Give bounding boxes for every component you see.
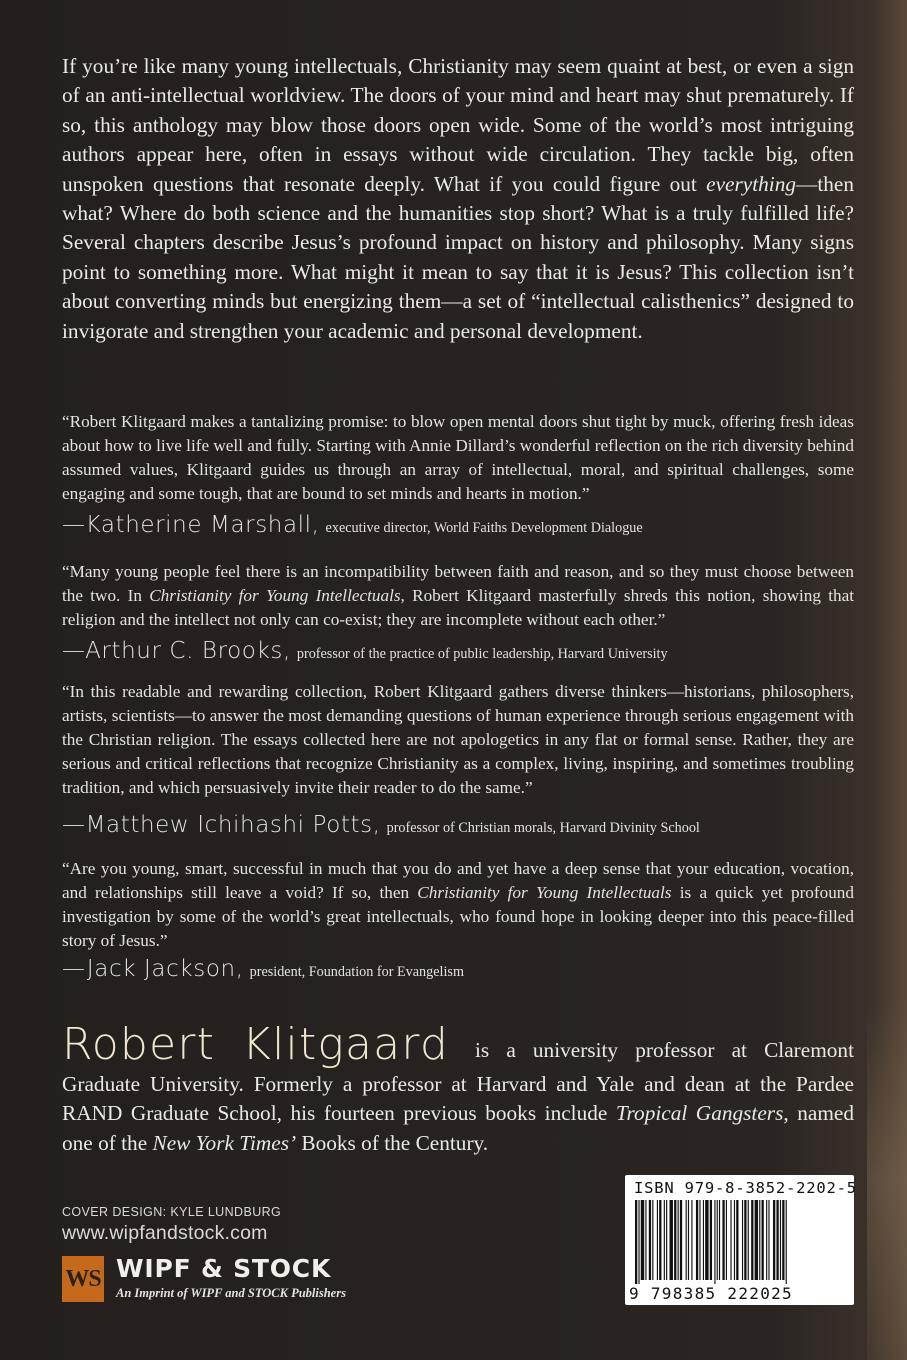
barcode-bar	[686, 1200, 687, 1280]
barcode-bar	[742, 1200, 743, 1280]
isbn-barcode	[625, 1175, 857, 1305]
barcode-bar	[710, 1200, 712, 1280]
barcode-bar	[751, 1200, 753, 1280]
barcode-bar	[678, 1200, 679, 1280]
barcode-bar	[714, 1200, 715, 1284]
author-name: Robert Klitgaard	[62, 1019, 449, 1070]
barcode-bar	[705, 1200, 708, 1280]
barcode-bar	[666, 1200, 667, 1280]
barcode-bar	[730, 1200, 731, 1280]
barcode-bar	[776, 1200, 778, 1280]
endorsement-attribution-2	[62, 638, 862, 664]
endorsement-attribution-3	[62, 812, 862, 838]
blurb-emphasis: everything	[706, 171, 797, 196]
barcode-bar	[736, 1200, 738, 1280]
barcode-bar	[652, 1200, 653, 1280]
publisher-tagline: An Imprint of WIPF and STOCK Publishers	[116, 1286, 346, 1300]
barcode-bar	[645, 1200, 646, 1280]
barcode-bar	[703, 1200, 704, 1280]
barcode-bar	[688, 1200, 689, 1280]
barcode-icon	[633, 1200, 847, 1284]
endorser-role: president, Foundation for Evangelism	[249, 964, 464, 980]
publisher-website: www.wipfandstock.com	[62, 1222, 268, 1244]
cover-design-credit: COVER DESIGN: KYLE LUNDBURG	[62, 1205, 282, 1219]
barcode-bar	[670, 1200, 673, 1280]
barcode-bar	[762, 1200, 764, 1280]
blurb-text-part2: —then what? Where do both science and the humanities stop short? What is a truly fulfilled life? Several chapters describe Jesus’s profound impact on history and philosophy. Many signs point to something more. What might it mean to say that it is Jesus? This collection isn’t about converting minds but energizing them—a set of “intellectual calisthenics” designed to invigorate and strengthen your academic and personal development.	[62, 171, 854, 343]
book-title: Christianity for Young Intellectuals	[149, 585, 401, 605]
publisher-logo-icon: WS	[62, 1256, 104, 1302]
barcode-bar	[768, 1200, 769, 1280]
barcode-bar	[719, 1200, 720, 1280]
isbn-label: ISBN 979-8-3852-2202-5	[634, 1179, 857, 1197]
barcode-bar	[734, 1200, 735, 1280]
barcode-bar	[641, 1200, 644, 1280]
barcode-bar	[659, 1200, 661, 1280]
endorsement-quote-1: “Robert Klitgaard makes a tantalizing promise: to blow open mental doors shut tight by muck, offering fresh ideas about how to live life well and fully. Starting with Annie Dillard’s wonderful reflection on the rich diversity behind assumed values, Klitgaard guides us through an array of intellectual, moral, and spiritual challenges, some engaging and some tough, that are bound to set minds and hearts in motion.”	[62, 412, 854, 503]
publisher-name: WIPF & STOCK	[116, 1254, 332, 1283]
description-blurb	[62, 52, 854, 346]
barcode-bar	[691, 1200, 692, 1280]
barcode-bar	[674, 1200, 676, 1280]
barcode-bar	[759, 1200, 760, 1280]
barcode-bar	[680, 1200, 682, 1280]
barcode-bar	[664, 1200, 665, 1280]
barcode-bar	[744, 1200, 746, 1280]
endorser-role: professor of the practice of public leadership, Harvard University	[296, 646, 668, 662]
endorsement-quote-3: “In this readable and rewarding collection, Robert Klitgaard gathers diverse thinkers—historians, philosophers, artists, scientists—to answer the most demanding questions of human experience through serious engagement with the Christian religion. The essays collected here are not apologetics in any flat or formal sense. Rather, they are serious and critical reflections that recognize Christianity as a complex, living, inspiring, and sometimes troubling tradition, and which persuasively invite their reader to do the same.”	[62, 682, 854, 797]
endorser-role: executive director, World Faiths Development Dialogue	[325, 520, 643, 536]
barcode-bar	[766, 1200, 767, 1280]
endorsement-quote-2: “Many young people feel there is an incompatibility between faith and reason, and so they must choose between the two. In Christianity for Young Intellectuals, Robert Klitgaard masterfully shreds this notion, showing that religion and the intellect not only can co-exist; they are incomplete without each other.”	[62, 562, 854, 629]
barcode-bar	[696, 1200, 698, 1280]
endorser-name: —Katherine Marshall,	[62, 512, 320, 538]
cover-credits	[62, 1205, 281, 1245]
endorser-name: —Matthew Ichihashi Potts,	[62, 812, 381, 838]
barcode-bar	[780, 1200, 781, 1280]
endorsement-quote-4: “Are you young, smart, successful in much that you do and yet have a deep sense that your education, vocation, and relationships still leave a void? If so, then Christianity for Young Intellectuals is a quick yet profound investigation by some of the world’s great intellectuals, who found hope in looking deeper into this peace-filled story of Jesus.”	[62, 859, 854, 950]
barcode-bar	[699, 1200, 700, 1280]
barcode-bar	[726, 1200, 727, 1280]
blurb-text-part1: If you’re like many young intellectuals, Christianity may seem quaint at best, or even a sign of an anti-intellectual worldview. The doors of your mind and heart may shut prematurely. If so, this anthology may blow those doors open wide. Some of the world’s most intriguing authors appear here, often in essays without wide circulation. They tackle big, often unspoken questions that resonate deeply. What if you could figure out	[62, 54, 854, 196]
barcode-bar	[657, 1200, 658, 1280]
endorsement-attribution-4	[62, 956, 862, 982]
barcode-bar	[722, 1200, 724, 1280]
barcode-bar	[748, 1200, 749, 1280]
endorsement-attribution-1	[62, 512, 862, 538]
barcode-bar	[717, 1200, 718, 1280]
barcode-bar	[638, 1200, 639, 1284]
barcode-digits: 9 798385 222025	[629, 1284, 793, 1303]
barcode-bar	[782, 1200, 784, 1280]
endorser-role: professor of Christian morals, Harvard Divinity School	[386, 820, 700, 836]
barcode-bar	[635, 1200, 637, 1284]
endorser-name: —Jack Jackson,	[62, 956, 244, 982]
author-bio: Robert Klitgaard is a university professor at Claremont Graduate University. Formerly a professor at Harvard and Yale and dean at the Pardee RAND Graduate School, his fourteen previous books include Tropical Gangsters, named one of the New York Times’ Books of the Century.	[62, 1019, 855, 1155]
publication-name: New York Times’	[152, 1130, 297, 1155]
barcode-bar	[649, 1200, 651, 1280]
book-title: Tropical Gangsters	[615, 1101, 784, 1126]
barcode-bar	[773, 1200, 775, 1280]
barcode-bar	[755, 1200, 758, 1280]
barcode-bar	[786, 1200, 787, 1284]
endorser-name: —Arthur C. Brooks,	[62, 638, 291, 664]
book-title: Christianity for Young Intellectuals	[417, 882, 672, 902]
